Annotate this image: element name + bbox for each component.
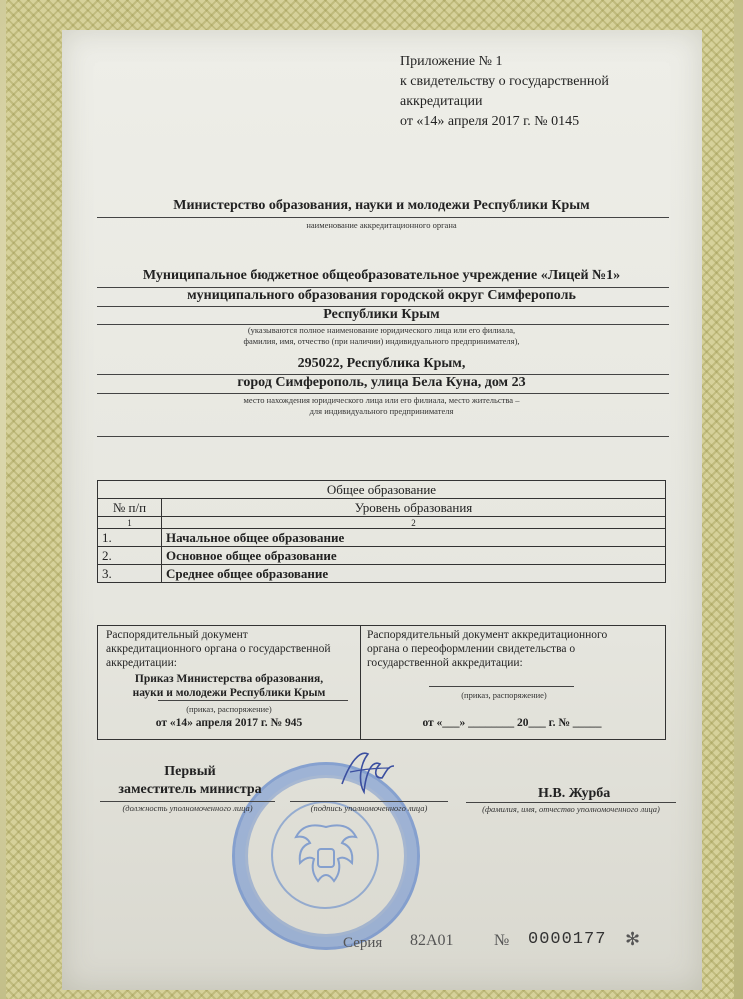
appendix-header	[400, 52, 609, 132]
signer-position-2: заместитель министра	[118, 782, 262, 797]
order-left-heading-2: аккредитационного органа о государственной	[106, 643, 331, 655]
row-number: 1.	[98, 529, 162, 547]
appendix-line-2: к свидетельству о государственной	[400, 74, 609, 89]
series-value: 82А01	[410, 932, 454, 949]
order-right-heading	[367, 628, 607, 670]
organization-line-2: муниципального образования городской округ Симферополь	[187, 288, 576, 303]
order-right-heading-1: Распорядительный документ аккредитационного	[367, 629, 608, 641]
order-left-heading-1: Распорядительный документ	[106, 629, 248, 641]
order-right-heading-3: государственной аккредитации:	[367, 657, 523, 669]
order-left-heading	[106, 628, 330, 670]
order-box-accreditation	[97, 625, 361, 740]
table-row	[98, 547, 666, 565]
row-level: Начальное общее образование	[162, 529, 666, 547]
table-row	[98, 529, 666, 547]
education-levels-table	[97, 480, 666, 583]
row-level: Основное общее образование	[162, 547, 666, 565]
row-number: 3.	[98, 565, 162, 583]
order-left-caption: (приказ, распоряжение)	[186, 704, 272, 714]
order-left-text	[98, 672, 360, 700]
order-left-heading-3: аккредитации:	[106, 657, 177, 669]
organization-line-3: Республики Крым	[323, 307, 440, 322]
address-line-2: город Симферополь, улица Бела Куна, дом 23	[237, 375, 526, 390]
authority-caption: наименование аккредитационного органа	[306, 220, 457, 230]
authority-name: Министерство образования, науки и молодежи Республики Крым	[173, 198, 590, 213]
signer-position-1: Первый	[164, 764, 216, 779]
column-index-number: 1	[98, 517, 162, 529]
organization-caption-2: фамилия, имя, отчество (при наличии) индивидуального предпринимателя),	[243, 336, 520, 346]
decorative-star-icon: ✻	[625, 929, 641, 949]
signer-position	[100, 763, 280, 799]
address-caption-2: для индивидуального предпринимателя	[309, 406, 454, 416]
address-caption	[97, 395, 666, 417]
handwritten-signature	[330, 742, 400, 802]
number-label: №	[494, 932, 510, 949]
organization-caption	[97, 325, 666, 347]
row-number: 2.	[98, 547, 162, 565]
appendix-line-4: от «14» апреля 2017 г. № 0145	[400, 114, 580, 129]
position-caption: (должность уполномоченного лица)	[122, 803, 253, 813]
order-right-date: от «___» ________ 20___ г. № _____	[422, 717, 602, 729]
organization-line-1: Муниципальное бюджетное общеобразовательное учреждение «Лицей №1»	[142, 268, 621, 283]
column-header-level: Уровень образования	[162, 499, 666, 517]
series-label: Серия	[343, 935, 383, 951]
appendix-line-1: Приложение № 1	[400, 54, 503, 69]
table-title: Общее образование	[98, 481, 666, 499]
address-caption-1: место нахождения юридического лица или его филиала, место жительства –	[243, 395, 520, 405]
organization-caption-1: (указываются полное наименование юридического лица или его филиала,	[247, 325, 516, 335]
column-header-number: № п/п	[98, 499, 162, 517]
order-right-heading-2: органа о переоформлении свидетельства о	[367, 643, 576, 655]
address-line-1: 295022, Республика Крым,	[297, 356, 466, 371]
order-left-text-2: науки и молодежи Республики Крым	[132, 687, 326, 699]
table-row	[98, 565, 666, 583]
appendix-line-3: аккредитации	[400, 94, 483, 109]
row-level: Среднее общее образование	[162, 565, 666, 583]
order-box-reissue	[359, 625, 666, 740]
signature-caption: (подпись уполномоченного лица)	[310, 803, 428, 813]
column-index-level: 2	[162, 517, 666, 529]
order-left-text-1: Приказ Министерства образования,	[134, 673, 324, 685]
name-caption: (фамилия, имя, отчество уполномоченного лица)	[482, 804, 660, 814]
order-right-caption: (приказ, распоряжение)	[461, 690, 547, 700]
order-left-date: от «14» апреля 2017 г. № 945	[155, 717, 303, 729]
signer-name: Н.В. Журба	[538, 786, 611, 801]
serial-number: 0000177	[528, 930, 607, 949]
